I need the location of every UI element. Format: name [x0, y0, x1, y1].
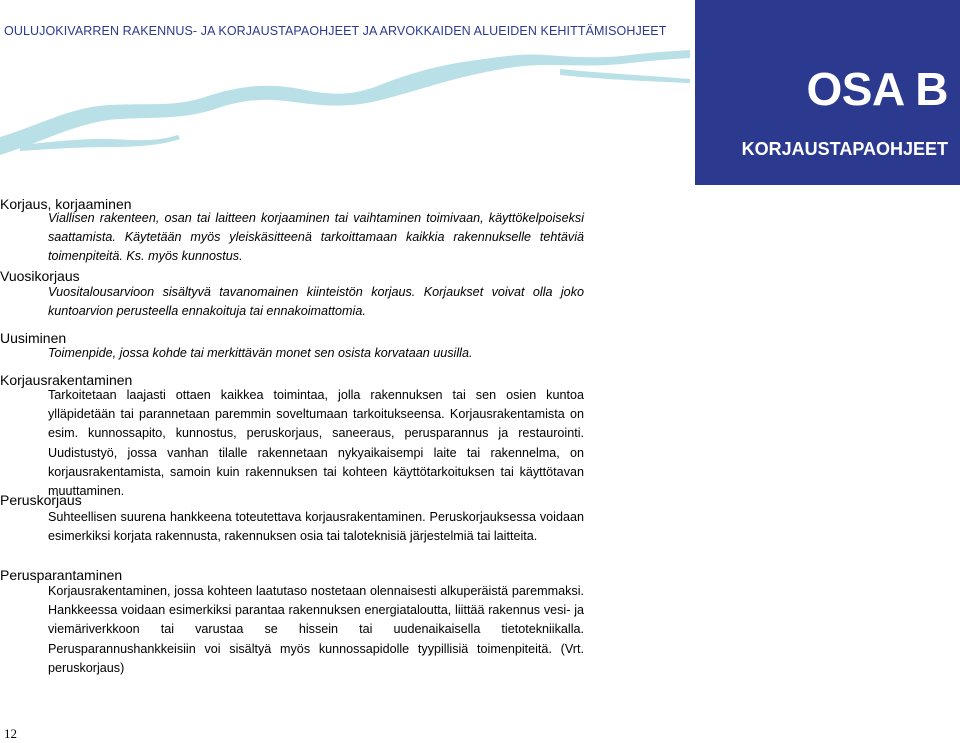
glossary-definition: Toimenpide, jossa kohde tai merkittävän monet sen osista korvataan uusilla. [48, 346, 473, 360]
glossary-term: Korjaus, korjaaminen [0, 196, 132, 212]
river-illustration [0, 45, 690, 155]
page-number: 12 [4, 726, 17, 741]
glossary-definition: Tarkoitetaan laajasti ottaen kaikkea toimintaa, jolla rakennuksen tai sen osien kuntoa ylläpidetään tai parannetaan paremmin soveltumaan tarkoitukseensa. Korjausrakentamista on esim. kunnossapito, kunnostus, peruskorjaus, saneeraus, perusparannus ja restaurointi. Uudistustyö, jossa vanhan tilalle rakennetaan nykyaikaisempi laite tai rakennelma, on korjausrakentamista, samoin kuin rakennuksen tai kohteen käyttötarkoituksen tai käyttötavan muuttaminen. [48, 388, 584, 499]
glossary-term: Vuosikorjaus [0, 268, 80, 284]
section-title: KORJAUSTAPAOHJEET [741, 139, 948, 159]
document-header-title: OULUJOKIVARREN RAKENNUS- JA KORJAUSTAPAOHJEET JA ARVOKKAIDEN ALUEIDEN KEHITTÄMISOHJEET [4, 24, 667, 38]
glossary-term: Korjausrakentaminen [0, 372, 133, 388]
glossary-definition: Korjausrakentaminen, jossa kohteen laatutaso nostetaan olennaisesti alkuperäistä paremmaksi. Hankkeessa voidaan esimerkiksi parantaa rakennuksen energiataloutta, liittää rakennus vesi- ja viemäriverkkoon tai varustaa se hissein tai uudenaikaisella tietotekniikalla. Perusparannushankkeisiin voi sisältyä myös kunnossapidolle tyypillisiä toimenpiteitä. (Vrt. peruskorjaus) [48, 584, 584, 675]
glossary-term: Peruskorjaus [0, 492, 82, 508]
glossary-term: Uusiminen [0, 330, 67, 346]
glossary-definition: Suhteellisen suurena hankkeena toteutettava korjausrakentaminen. Peruskorjauksessa voidaan esimerkiksi korjata rakennusta, rakennuksen osia tai taloteknisiä järjestelmiä tai laitteita. [48, 510, 584, 544]
glossary-definition: Vuositalousarvioon sisältyvä tavanomainen kiinteistön korjaus. Korjaukset voivat olla joko kuntoarvion perusteella ennakoituja tai ennakoimattomia. [48, 285, 584, 319]
part-banner [695, 0, 960, 185]
glossary-definition: Viallisen rakenteen, osan tai laitteen korjaaminen tai vaihtaminen toimivaan, käyttökelpoiseksi saattamista. Käytetään myös yleiskäsitteenä tarkoittamaan kaikkia rakennukselle tehtäviä toimenpiteitä. Ks. myös kunnostus. [48, 211, 584, 264]
glossary-term: Perusparantaminen [0, 567, 123, 583]
part-label: OSA B [806, 63, 948, 115]
